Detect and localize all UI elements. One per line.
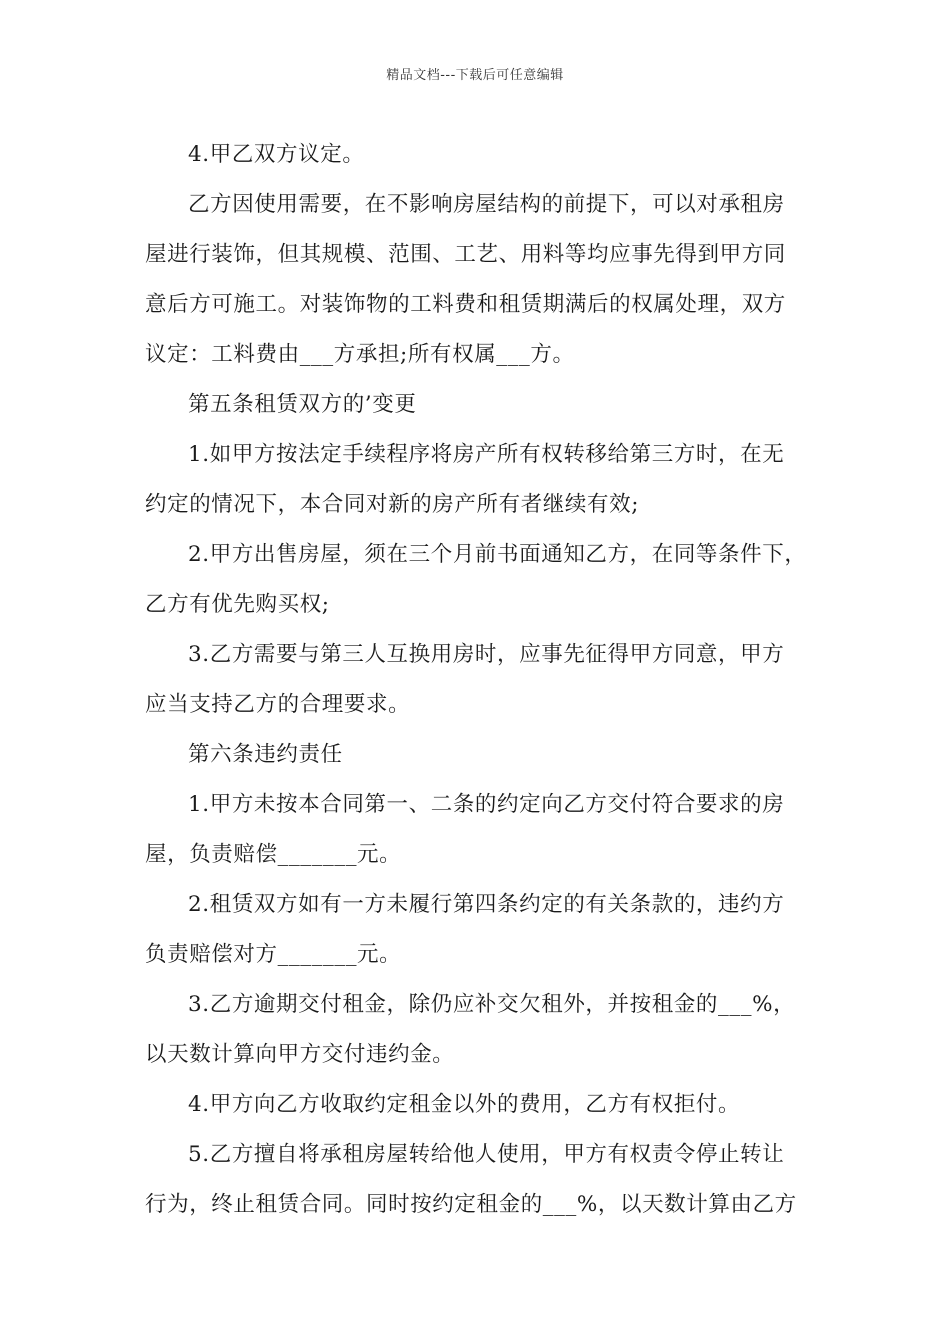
text-line: 1.如甲方按法定手续程序将房产所有权转移给第三方时，在无 [188, 442, 785, 467]
text-line: 负责赔偿对方_______元。 [145, 942, 402, 967]
text-line: 4.甲方向乙方收取约定租金以外的费用，乙方有权拒付。 [188, 1092, 741, 1117]
text-line: 4.甲乙双方议定。 [188, 142, 365, 167]
text-line: 以天数计算向甲方交付违约金。 [145, 1042, 455, 1067]
text-line: 3.乙方需要与第三人互换用房时，应事先征得甲方同意，甲方 [188, 642, 785, 667]
text-line: 5.乙方擅自将承租房屋转给他人使用，甲方有权责令停止转让 [188, 1142, 785, 1167]
text-line: 1.甲方未按本合同第一、二条的约定向乙方交付符合要求的房 [188, 792, 785, 817]
text-line: 议定：工料费由___方承担;所有权属___方。 [145, 342, 575, 367]
text-line: 乙方因使用需要，在不影响房屋结构的前提下，可以对承租房 [188, 192, 785, 217]
text-line: 应当支持乙方的合理要求。 [145, 692, 411, 717]
text-line: 意后方可施工。对装饰物的工料费和租赁期满后的权属处理，双方 [145, 292, 786, 317]
text-line: 3.乙方逾期交付租金，除仍应补交欠租外，并按租金的___%， [188, 992, 796, 1017]
document-body [145, 130, 825, 1230]
text-line: 约定的情况下，本合同对新的房产所有者继续有效; [145, 492, 640, 517]
text-line: 行为，终止租赁合同。同时按约定租金的___%，以天数计算由乙方 [145, 1192, 797, 1217]
text-line: 乙方有优先购买权; [145, 592, 330, 617]
text-line: 屋进行装饰，但其规模、范围、工艺、用料等均应事先得到甲方同 [145, 242, 786, 267]
text-line: 2.租赁双方如有一方未履行第四条约定的有关条款的，违约方 [188, 892, 785, 917]
text-line: 2.甲方出售房屋，须在三个月前书面通知乙方，在同等条件下， [188, 542, 807, 567]
text-line: 第五条租赁双方的’变更 [188, 392, 417, 417]
text-line: 第六条违约责任 [188, 742, 343, 767]
text-line: 屋，负责赔偿_______元。 [145, 842, 402, 867]
page-header: 精品文档---下载后可任意编辑 [386, 68, 564, 83]
